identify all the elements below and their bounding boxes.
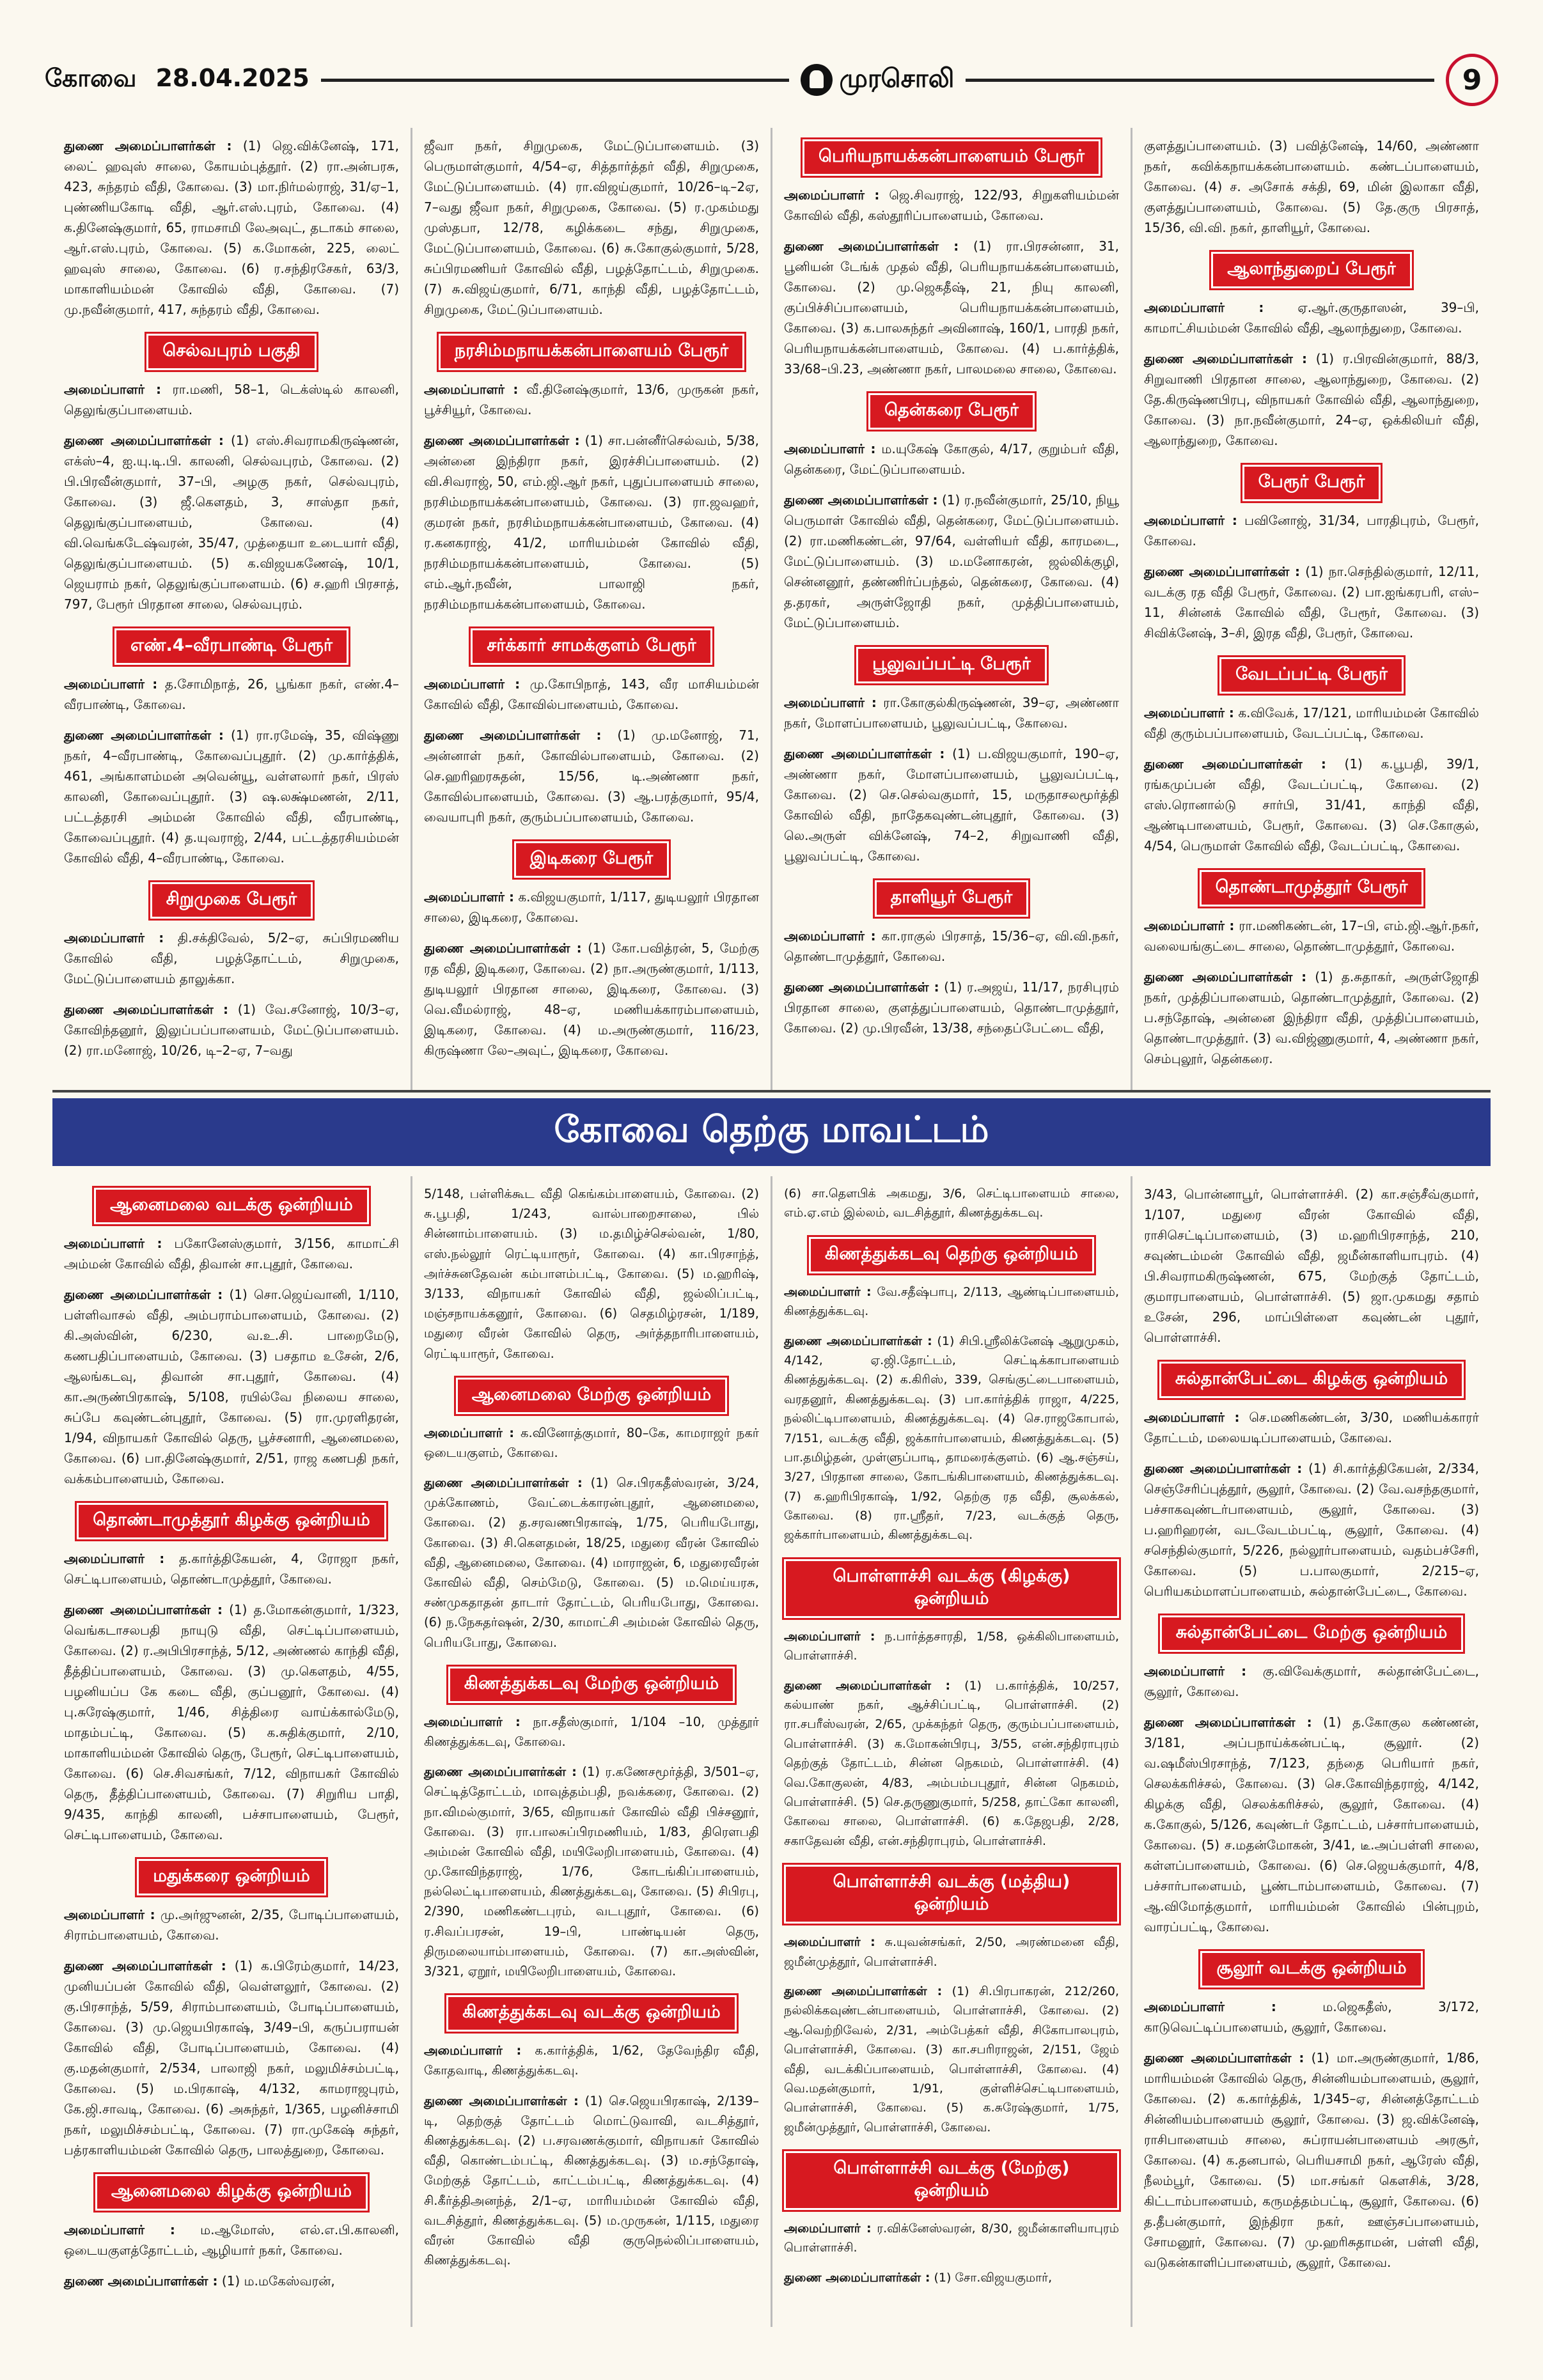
role-label: அமைப்பாளர் : xyxy=(424,382,519,397)
section-heading-label: பேரூர் பேரூர் xyxy=(1242,465,1381,501)
role-label: துணை அமைப்பாளர்கள் : xyxy=(784,1678,951,1693)
role-label: அமைப்பாளர் : xyxy=(784,1629,875,1644)
section-heading-label: சர்க்கார் சாமக்குளம் பேரூர் xyxy=(471,628,712,665)
role-label: அமைப்பாளர் : xyxy=(424,1425,515,1440)
section-heading xyxy=(1144,465,1479,501)
role-label: துணை அமைப்பாளர்கள் : xyxy=(784,492,938,508)
section-heading xyxy=(424,334,759,370)
appointment-entry xyxy=(424,1184,759,1364)
appointment-entry xyxy=(424,136,759,320)
entry-text: ரா.மணி, 58–1, டெக்ஸ்டில் காலனி, தெலுங்குப்பாளையம். xyxy=(64,382,400,417)
appointment-entry xyxy=(64,1904,399,1945)
entry-text: ஏ.ஆர்.குருதாஸன், 39–பி, காமாட்சியம்மன் கோவில் வீதி, ஆலாந்துறை, கோவை. xyxy=(1144,300,1480,336)
role-label: துணை அமைப்பாளர்கள் : xyxy=(1144,564,1301,579)
section-heading xyxy=(424,841,759,878)
section-heading-label: நரசிம்மநாயக்கன்பாளையம் பேரூர் xyxy=(439,334,744,370)
entry-text: (1) சி.கார்த்திகேயன், 2/334, செஞ்சேரிப்புத்தூர், சூலூர், கோவை. (2) வே.வசந்தகுமார், பச்சாகவுண்டர்பாளையம், சூலூர், கோவை. (3) ப.ஹரிஹரன், வடவேடம்பட்டி, சூலூர், கோவை. (4) சசெந்தில்குமார், 5/226, நல்லூர்பாளையம், வதம்பச்சேரி, கோவை. (5) ப.பாலகுமார், 2/215–ஏ, பெரியகம்மாளப்பாளையம், சுல்தான்பேட்டை, கோவை. xyxy=(1144,1461,1480,1599)
appointment-entry xyxy=(64,1548,399,1589)
entry-text: த.சோமிநாத், 26, பூங்கா நகர், எண்.4–வீரபாண்டி, கோவை. xyxy=(64,676,399,712)
section-heading-label: சுல்தான்பேட்டை மேற்கு ஒன்றியம் xyxy=(1160,1615,1464,1652)
appointment-entry xyxy=(784,185,1119,226)
entry-text: (1) சி.பிரபாகரன், 212/260, நல்லிக்கவுண்டன்பாளையம், பொள்ளாச்சி, கோவை. (2) ஆ.வெற்றிவேல், 2/31, அம்பேத்கர் வீதி, சிகோபாலபுரம், பொள்ளாச்சி, கோவை. (3) கா.சபரிராஜன், 2/151, ஜேம் வீதி, வடக்கிப்பாளையம், பொள்ளாச்சி, கோவை. (4) வெ.மதன்குமார், 1/91, குள்ளிச்செட்டிபாளையம், பொள்ளாச்சி, கோவை. (5) க.சுரேஷ்குமார், 1/75, ஜமீன்முத்தூர், பொள்ளாச்சி, கோவை. xyxy=(784,1984,1120,2135)
entry-text: க.விஜயகுமார், 1/117, துடியலூர் பிரதான சாலை, இடிகரை, கோவை. xyxy=(424,889,760,925)
role-label: அமைப்பாளர் : xyxy=(784,441,876,456)
appointment-entry xyxy=(64,2271,399,2291)
appointment-entry xyxy=(1144,1458,1479,1601)
role-label: அமைப்பாளர் : xyxy=(784,2221,872,2236)
appointment-entry xyxy=(64,1599,399,1845)
appointment-entry xyxy=(784,490,1119,633)
bottom-section xyxy=(52,1176,1491,2327)
page-header xyxy=(45,45,1498,115)
appointment-entry xyxy=(424,1712,759,1752)
appointment-entry xyxy=(1144,1712,1479,1937)
role-label: அமைப்பாளர் : xyxy=(424,2043,522,2058)
role-label: துணை அமைப்பாளர்கள் : xyxy=(424,1475,583,1491)
top-column xyxy=(772,128,1132,1090)
appointment-entry xyxy=(784,977,1119,1038)
appointment-entry xyxy=(784,1184,1119,1223)
entry-text: ம.யுகேஷ் கோகுல், 4/17, குறும்பர் வீதி, தென்கரை, மேட்டுப்பாளையம். xyxy=(784,441,1120,477)
entry-text: ந.பார்த்தசாரதி, 1/58, ஒக்கிலிபாளையம், பொள்ளாச்சி. xyxy=(784,1629,1120,1663)
entry-text: (1) க.பூபதி, 39/1, ரங்கமுப்பன் வீதி, வேடப்பட்டி, கோவை. (2) எஸ்.ரொனால்டு சார்பி, 31/41, காந்தி வீதி, ஆண்டிபாளையம், பேரூர், கோவை. (3) செ.கோகுல், 4/54, பெருமாள் கோவில் வீதி, வேடப்பட்டி, கோவை. xyxy=(1144,756,1479,853)
entry-text: (1) செ.ஜெயபிரகாஷ், 2/139–டி, தெற்குத் தோட்டம் மொட்டுவாவி, வடசித்தூர், கிணத்துக்கடவு. (2) ப.சரவணக்குமார், விநாயகர் கோவில் வீதி, கொண்டம்பட்டி, கிணத்துக்கடவு. (3) ம.சந்தோஷ், மேற்குத் தோட்டம், காட்டம்பட்டி, கிணத்துக்கடவு. (4) சி.கீர்த்திஅனந்த், 2/1–ஏ, மாரியம்மன் கோவில் வீதி, வடசித்தூர், கிணத்துக்கடவு. (5) ம.முருகன், 1/115, மதுரை வீரன் கோவில் வீதி குருநெல்லிப்பாளையம், கிணத்துக்கடவு. xyxy=(424,2093,759,2268)
appointment-entry xyxy=(424,1473,759,1653)
role-label: அமைப்பாளர் : xyxy=(1144,300,1264,315)
appointment-entry xyxy=(784,1332,1119,1545)
role-label: துணை அமைப்பாளர்கள் : xyxy=(784,979,939,995)
role-label: அமைப்பாளர் : xyxy=(1144,513,1237,528)
role-label: அமைப்பாளர் : xyxy=(64,382,161,397)
section-heading xyxy=(424,1378,759,1414)
section-heading-label: வேடப்பட்டி பேரூர் xyxy=(1219,657,1404,694)
section-heading xyxy=(784,139,1119,176)
bottom-column xyxy=(52,1176,412,2327)
section-heading xyxy=(1144,1362,1479,1398)
role-label: துணை அமைப்பாளர்கள் : xyxy=(424,940,582,956)
entry-text: வீ.தினேஷ்குமார், 13/6, முருகன் நகர், பூச்சியூர், கோவை. xyxy=(424,382,760,417)
entry-text: (1) ப.கார்த்திக், 10/257, கல்யாண் நகர், ஆச்சிப்பட்டி, பொள்ளாச்சி. (2) ரா.சபரீஸ்வரன், 2/65, முக்கந்தர் தெரு, குரும்பப்பாளையம், பொள்ளாச்சி. (3) க.மோகன்பிரபு, 3/55, என்.சந்திராபுரம் தெற்குத் தோட்டம், சின்ன நெகமம், பொள்ளாச்சி. (4) வெ.கோகுலன், 4/83, அம்பம்பபுதூர், சின்ன நெகமம், பொள்ளாச்சி. (5) செ.தருணுகுமார், 5/258, தாட்கோ காலனி, கோவை சாலை, பொள்ளாச்சி. (6) க.தேஜபதி, 2/28, சகாதேவன் வீதி, என்.சந்திராபுரம், பொள்ளாச்சி. xyxy=(784,1678,1119,1848)
section-heading xyxy=(1144,657,1479,694)
role-label: துணை அமைப்பாளர்கள் : xyxy=(1144,756,1326,772)
appointment-entry xyxy=(1144,348,1479,451)
entry-text: (1) எஸ்.சிவராமகிருஷ்ணன், எக்ஸ்–4, ஐ.யு.டி.பி. காலனி, செல்வபுரம், கோவை. (2) பி.பிரவீன்குமார், 37–பி, அழகு நகர், செல்வபுரம், கோவை. (3) ஜீ.கௌதம், 3, சாஸ்தா நகர், தெலுங்குப்பாளையம், கோவை. (4) வி.வெங்கடேஷ்வரன், 35/47, முத்தையா உடையார் வீதி, தெலுங்குப்பாளையம். (5) க.விஜயகணேஷ், 10/1, ஜெயராம் நகர், தெலுங்குப்பாளையம். (6) ச.ஹரி பிரசாத், 797, பேரூர் பிரதான சாலை, செல்வபுரம். xyxy=(64,433,399,612)
appointment-entry xyxy=(424,674,759,715)
entry-text: பகோனேஸ்குமார், 3/156, காமாட்சி அம்மன் கோவில் வீதி, திவான் சா.புதூர், கோவை. xyxy=(64,1236,400,1272)
dateline xyxy=(45,64,309,96)
bottom-column xyxy=(412,1176,772,2327)
sunrise-emblem-icon xyxy=(801,64,833,96)
role-label: துணை அமைப்பாளர்கள் : xyxy=(64,2273,218,2289)
role-label: அமைப்பாளர் : xyxy=(1144,1410,1240,1425)
entry-text: (1) க.பிரேம்குமார், 14/23, முனியப்பன் கோவில் வீதி, வெள்ளலூர், கோவை. (2) கு.பிரசாந்த், 5/59, சிராம்பாளையம், போடிப்பாளையம், கோவை. (3) மு.ஜெயபிரகாஷ், 3/49–பி, கருப்பராயன் கோவில் வீதி, போடிப்பாளையம், கோவை. (4) கு.மதன்குமார், 2/534, பாலாஜி நகர், மலுமிச்சம்பட்டி, கோவை. (5) ம.பிரகாஷ், 4/132, காமராஜபுரம், கே.ஜி.சாவடி, கோவை. (6) அசுந்தர், 1/365, பழனிச்சாமி நகர், மலுமிச்சம்பட்டி, கோவை. (7) ரா.முகேஷ் சுந்தர், பத்ரகாளியம்மன் கோவில் தெரு, பாலத்துறை, கோவை. xyxy=(64,1958,399,2158)
entry-text: மு.கோபிநாத், 143, வீர மாசியம்மன் கோவில் வீதி, கோவில்பாளையம், கோவை. xyxy=(424,676,759,712)
section-heading xyxy=(64,1503,399,1539)
role-label: அமைப்பாளர் : xyxy=(784,187,880,203)
appointment-entry xyxy=(424,1423,759,1463)
section-heading xyxy=(784,393,1119,430)
entry-text: ம.ஆமோஸ், எல்.எ.பி.காலனி, ஒடையகுளத்தோட்டம், ஆழியார் நகர், கோவை. xyxy=(64,2222,399,2258)
section-heading xyxy=(784,1559,1119,1618)
entry-text: க.விவேக், 17/121, மாரியம்மன் கோவில் வீதி குரும்பப்பாளையம், வேடப்பட்டி, கோவை. xyxy=(1144,705,1480,741)
section-heading-label: எண்.4–வீரபாண்டி பேரூர் xyxy=(114,628,349,665)
section-heading xyxy=(64,882,399,919)
role-label: அமைப்பாளர் : xyxy=(784,1284,872,1299)
section-heading-label: பொள்ளாச்சி வடக்கு (மத்திய) ஒன்றியம் xyxy=(784,1865,1119,1924)
appointment-entry xyxy=(784,236,1119,379)
role-label: துணை அமைப்பாளர்கள் : xyxy=(64,727,224,743)
entry-text: (1) ரா.ரமேஷ், 35, விஷ்ணு நகர், 4–வீரபாண்டி, கோவைப்புதூர். (2) மு.கார்த்திக், 461, அங்காளம்மன் அவென்யூ, வள்ளலார் நகர், பிரஸ் காலனி, கோவைப்புதூர். (3) ஷ.லக்ஷ்மணன், 2/11, பட்டத்தரசி அம்மன் கோவில் வீதி, வீரபாண்டி, கோவைப்புதூர். (4) த.யுவராஜ், 2/44, பட்டத்தரசியம்மன் கோவில் வீதி, 4–வீரபாண்டி, கோவை. xyxy=(64,727,400,866)
role-label: துணை அமைப்பாளர்கள் : xyxy=(1144,351,1308,366)
entry-text: ரா.கோகுல்கிருஷ்ணன், 39–ஏ, அண்ணா நகர், மோளப்பாளையம், பூலுவப்பட்டி, கோவை. xyxy=(784,695,1119,731)
district-banner: கோவை தெற்கு மாவட்டம் xyxy=(52,1098,1491,1166)
role-label: துணை அமைப்பாளர்கள் : xyxy=(64,1287,223,1302)
section-heading xyxy=(424,1995,759,2032)
section-heading-label: தாளியூர் பேரூர் xyxy=(875,880,1029,917)
entry-text: (1) சொ.ஜெய்வானி, 1/110, பள்ளிவாசல் வீதி, அம்பராம்பாளையம், கோவை. (2) கி.அஸ்வின், 6/230, வ.உ.சி. பாறைமேடு, கணபதிப்பாளையம், கோவை. (3) பசதாம உசேன், 2/6, ஆலங்கடவு, திவான் சா.புதூர், கோவை. (4) கா.அருண்பிரகாஷ், 5/108, ரயில்வே நிலைய சாலை, சுப்பே கவுண்டன்புதூர், கோவை. (5) ரா.முரளிதரன், 1/94, விநாயகர் கோவில் தெரு, பூச்சனாரி, ஆனைமலை, கோவை. (6) பா.தினேஷ்குமார், 2/51, ராஜ கணபதி நகர், வக்கம்பாளையம், கோவை. xyxy=(64,1287,399,1486)
section-heading-label: கிணத்துக்கடவு வடக்கு ஒன்றியம் xyxy=(446,1995,737,2032)
section-heading-label: சிறுமுகை பேரூர் xyxy=(150,882,313,919)
entry-text: ர.விக்னேஸ்வரன், 8/30, ஜமீன்காளியாபுரம் பொள்ளாச்சி. xyxy=(784,2221,1120,2255)
bottom-column xyxy=(772,1176,1132,2327)
appointment-entry xyxy=(1144,1184,1479,1348)
role-label: அமைப்பாளர் : xyxy=(64,930,164,945)
appointment-entry xyxy=(1144,1407,1479,1448)
entry-text: (1) கோ.பவித்ரன், 5, மேற்கு ரத வீதி, இடிகரை, கோவை. (2) நா.அருண்குமார், 1/113, துடியலூர் பிரதான சாலை, இடிகரை, கோவை. (3) வெ.வீமல்ராஜ், 48–ஏ, மணியக்காரம்பாளையம், இடிகரை, கோவை. (4) ம.அருண்குமார், 116/23, கிருஷ்ணா லே–அவுட், இடிகரை, கோவை. xyxy=(424,940,759,1058)
appointment-entry xyxy=(424,2091,759,2271)
entry-text: கு.விவேக்குமார், சுல்தான்பேட்டை, சூலூர், கோவை. xyxy=(1144,1663,1480,1699)
entry-text: (1) த.கோகுல கண்ணன், 3/181, அப்பநாய்க்கன்பட்டி, சூலூர். (2) வ.ஷமீஸ்பிரசாந்த், 7/123, தந்தை பெரியார் நகர், செலக்கரிச்சல், கோவை. (3) செ.கோவிந்தராஜ், 4/142, கிழக்கு வீதி, செலக்கரிச்சல், சூலூர், கோவை. (4) க.கோகுல், 5/126, கவுண்டர் தோட்டம், பச்சார்பாளையம், கோவை. (5) ச.மதன்மோகன், 3/41, டீ.அப்பள்ளி சாலை, கள்ளப்பாளையம், கோவை. (6) செ.ஜெயக்குமார், 4/8, பச்சார்பாளையம், பூண்டாம்பாளையம், கோவை. (7) ஆ.விமோத்குமார், மாரியம்மன் கோவில் பின்புறம், வாரப்பட்டி, கோவை. xyxy=(1144,1715,1479,1934)
bottom-column xyxy=(1132,1176,1491,2327)
appointment-entry xyxy=(1144,1996,1479,2037)
section-heading xyxy=(1144,252,1479,288)
role-label: துணை அமைப்பாளர்கள் : xyxy=(424,727,602,743)
role-label: அமைப்பாளர் : xyxy=(1144,705,1234,720)
section-heading-label: மதுக்கரை ஒன்றியம் xyxy=(137,1859,326,1895)
role-label: துணை அமைப்பாளர்கள் : xyxy=(784,238,959,254)
section-heading xyxy=(784,647,1119,683)
role-label: துணை அமைப்பாளர்கள் : xyxy=(1144,969,1307,984)
appointment-entry xyxy=(424,725,759,827)
section-heading xyxy=(1144,1951,1479,1987)
entry-text: (1) வே.சனோஜ், 10/3–ஏ, கோவிந்தனூர், இலுப்பப்பாளையம், மேட்டுப்பாளையம். (2) ரா.மனோஜ், 10/26, டி–2–ஏ, 7–வது xyxy=(64,1002,400,1058)
role-label: துணை அமைப்பாளர்கள் : xyxy=(64,1602,223,1617)
appointment-entry xyxy=(64,928,399,989)
appointment-entry xyxy=(1144,297,1479,338)
section-heading xyxy=(424,1667,759,1703)
section-heading-label: தொண்டாமுத்தூர் கிழக்கு ஒன்றியம் xyxy=(77,1503,386,1539)
entry-text: செ.மணிகண்டன், 3/30, மணியக்காரர் தோட்டம், மலையடிப்பாளையம், கோவை. xyxy=(1144,1410,1479,1445)
section-heading-label: தென்கரை பேரூர் xyxy=(868,393,1035,430)
entry-text: (1) ஜெ.விக்னேஷ், 171, லைட் ஹவுஸ் சாலை, கோயம்புத்தூர். (2) ரா.அன்பரசு, 423, சுந்தரம் வீதி, கோவை. (3) மா.நிர்மல்ராஜ், 31/ஏ–1, புண்ணியகோடி வீதி, ஆர்.எஸ்.புரம், கோவை. (4) க.தினேஷ்குமார், 65, ராமசாமி லேஅவுட், தடாகம் சாலை, ஆர்.எஸ்.புரம், கோவை. (5) க.மோகன், 225, லைட் ஹவுஸ் சாலை, கோவை. (6) ர.சந்திரசேகர், 63/3, மாகாளியம்மன் கோவில் வீதி, கோவை. (7) மு.நவீன்குமார், 417, சுந்தரம் வீதி, கோவை. xyxy=(64,138,400,317)
appointment-entry xyxy=(424,430,759,614)
entry-text: குளத்துப்பாளையம். (3) பவித்னேஷ், 14/60, அண்ணா நகர், கவிக்கநாயக்கன்பாளையம். கண்டப்பாளையம், கோவை. (4) ச. அசோக் சக்தி, 69, மின் இலாகா வீதி, குளத்துப்பாளையம், கோவை. (5) தே.குரு பிரசாத், 15/36, வி.வி. நகர், தாளியூர், கோவை. xyxy=(1144,138,1479,235)
entry-text: (1) ர.அஜய், 11/17, நரசிபுரம் பிரதான சாலை, குளத்துப்பாளையம், தொண்டாமுத்தூர், கோவை. (2) மு.பிரவீன், 13/38, சந்தைப்பேட்டை வீதி, xyxy=(784,979,1119,1036)
role-label: அமைப்பாளர் : xyxy=(64,2222,175,2237)
appointment-entry xyxy=(424,379,759,420)
appointment-entry xyxy=(64,1233,399,1274)
top-column xyxy=(52,128,412,1090)
entry-text: த.கார்த்திகேயன், 4, ரோஜா நகர், செட்டிபாளையம், தொண்டாமுத்தூர், கோவை. xyxy=(64,1551,399,1587)
role-label: துணை அமைப்பாளர்கள் : xyxy=(784,746,945,761)
role-label: அமைப்பாளர் : xyxy=(64,1236,162,1251)
appointment-entry xyxy=(64,430,399,614)
role-label: துணை அமைப்பாளர்கள் : xyxy=(64,138,232,153)
top-column xyxy=(412,128,772,1090)
appointment-entry xyxy=(64,379,399,420)
appointment-entry xyxy=(1144,967,1479,1069)
section-heading-label: ஆலாந்துறைப் பேரூர் xyxy=(1211,252,1412,288)
entry-text: ம.ஜெகதீஸ், 3/172, காடுவெட்டிப்பாளையம், சூலூர், கோவை. xyxy=(1144,1999,1479,2035)
appointment-entry xyxy=(64,136,399,320)
entry-text: (1) ரா.பிரசன்னா, 31, பூனியன் டேங்க் முதல் வீதி, பெரியநாயக்கன்பாளையம், கோவை. (2) மு.ஜெகதீஷ், 21, நியு காலனி, குப்பிச்சிப்பாளையம், பெரியநாயக்கன்பாளையம், கோவை. (3) க.பாலசுந்தர் அவினாஷ், 160/1, பாரதி நகர், பெரியநாயக்கன்பாளையம், கோவை. (4) ப.கார்த்திக், 33/68–பி.23, அண்ணா நகர், பாலமலை சாலை, கோவை. xyxy=(784,238,1119,377)
section-heading-label: சுல்தான்பேட்டை கிழக்கு ஒன்றியம் xyxy=(1159,1362,1464,1398)
role-label: அமைப்பாளர் : xyxy=(784,928,876,944)
role-label: அமைப்பாளர் : xyxy=(424,889,514,905)
entry-text: (1) ர.பிரவின்குமார், 88/3, சிறுவாணி பிரதான சாலை, ஆலாந்துறை, கோவை. (2) தே.கிருஷ்ணபிரபு, விநாயகர் கோவில் வீதி, ஆலாந்துறை, கோவை. (3) நா.நவீன்குமார், 24–ஏ, ஒக்கிலியர் வீதி, ஆலாந்துறை, கோவை. xyxy=(1144,351,1480,448)
appointment-entry xyxy=(784,2219,1119,2258)
appointment-entry xyxy=(784,692,1119,733)
role-label: துணை அமைப்பாளர்கள் : xyxy=(64,1958,226,1973)
role-label: அமைப்பாளர் : xyxy=(424,1714,521,1729)
entry-text: (1) மு.மனோஜ், 71, அன்னாள் நகர், கோவில்பாளையம், கோவை. (2) செ.ஹரிஹரசுதன், 15/56, டி.அண்ணா நகர், கோவில்பாளையம், கோவை. (3) ஆ.பரத்குமார், 95/4, வையாபுரி நகர், குரும்பப்பாளையம், கோவை. xyxy=(424,727,760,825)
entry-text: (1) சோ.விஜயகுமார், xyxy=(934,2270,1053,2285)
role-label: அமைப்பாளர் : xyxy=(1144,918,1235,933)
role-label: அமைப்பாளர் : xyxy=(64,1551,165,1566)
role-label: துணை அமைப்பாளர்கள் : xyxy=(1144,2050,1304,2065)
role-label: துணை அமைப்பாளர்கள் : xyxy=(64,1002,229,1017)
entry-text: (1) சிபி.ஸ்ரீலிக்னேஷ் ஆறுமுகம், 4/142, ஏ.ஜி.தோட்டம், செட்டிக்காபாளையம் கிணத்துக்கடவு. (2) க.கிரிஸ், 339, செங்குட்டைபாளையம், வரதனூர், கிணத்துக்கடவு. (3) பா.கார்த்திக் ராஜா, 4/225, நல்லிட்டிபாளையம், கிணத்துக்கடவு. (4) செ.ராஜகோபால், 7/151, வடக்கு வீதி, ஜக்கார்பாளையம், கிணத்துக்கடவு. (5) பா.தமிழ்தன், முள்ளுப்பாடி, தாமரைக்குளம். (6) ஆ.சஞ்சய், 3/27, பிரதான சாலை, கோடங்கிபாளையம், கிணத்துக்கடவு. (7) க.ஹரிபிரகாஷ், 1/92, தெற்கு ரத வீதி, சூலக்கல், கோவை. (8) ரா.ஸ்ரீதர், 7/23, வடக்குத் தெரு, ஜக்கார்பாளையம், கிணத்துக்கடவு. xyxy=(784,1334,1119,1543)
appointment-entry xyxy=(1144,136,1479,238)
appointment-entry xyxy=(64,2220,399,2260)
appointment-entry xyxy=(784,926,1119,967)
section-heading xyxy=(784,880,1119,917)
entry-text: (1) ம.மகேஸ்வரன், xyxy=(221,2273,335,2289)
section-heading-label: இடிகரை பேரூர் xyxy=(514,841,670,878)
entry-text: கா.ராகுல் பிரசாத், 15/36–ஏ, வி.வி.நகர், தொண்டாமுத்தூர், கோவை. xyxy=(784,928,1119,964)
role-label: அமைப்பாளர் : xyxy=(1144,1999,1276,2014)
appointment-entry xyxy=(784,1933,1119,1972)
appointment-entry xyxy=(424,2041,759,2080)
entry-text: தி.சக்திவேல், 5/2–ஏ, சுப்பிரமணிய கோவில் வீதி, பழத்தோட்டம், சிறுமுகை, மேட்டுப்பாளையம் தாலுக்கா. xyxy=(64,930,400,986)
section-heading-label: பூலுவப்பட்டி பேரூர் xyxy=(856,647,1047,683)
appointment-entry xyxy=(1144,754,1479,856)
paper-name: முரசொலி xyxy=(839,63,955,93)
entry-text: க.வினோத்குமார், 80–கே, காமராஜர் நகர் ஒடையகுளம், கோவை. xyxy=(424,1425,759,1460)
entry-text: க.கார்த்திக், 1/62, தேவேந்திர வீதி, கோதவாடி, கிணத்துக்கடவு. xyxy=(424,2043,760,2078)
appointment-entry xyxy=(784,1627,1119,1666)
section-heading-label: பொள்ளாச்சி வடக்கு (கிழக்கு) ஒன்றியம் xyxy=(784,1559,1119,1618)
appointment-entry xyxy=(64,999,399,1061)
entry-text: (1) ப.விஜயகுமார், 190–ஏ, அண்ணா நகர், மோளப்பாளையம், பூலுவப்பட்டி, கோவை. (2) செ.செல்வகுமார், 15, மருதாசலமூர்த்தி கோவில் வீதி, நாதேகவுண்டன்புதூர், கோவை. (3) லெ.அருள் விக்னேஷ், 74–2, சிறுவாணி வீதி, பூலுவப்பட்டி, கோவை. xyxy=(784,746,1119,864)
appointment-entry xyxy=(1144,510,1479,551)
section-heading xyxy=(424,628,759,665)
entry-text: ஜெ.சிவராஜ், 122/93, சிறுகளியம்மன் கோவில் வீதி, கஸ்தூரிப்பாளையம், கோவை. xyxy=(784,187,1120,223)
appointment-entry xyxy=(424,938,759,1061)
city-name: கோவை xyxy=(45,64,137,92)
appointment-entry xyxy=(1144,561,1479,643)
section-heading xyxy=(64,1859,399,1895)
role-label: அமைப்பாளர் : xyxy=(64,1907,155,1922)
role-label: துணை அமைப்பாளர்கள் : xyxy=(424,2093,579,2108)
appointment-entry xyxy=(784,1282,1119,1321)
role-label: துணை அமைப்பாளர்கள் : xyxy=(784,1984,943,1998)
header-rule-right xyxy=(966,79,1434,82)
entry-text: (1) நா.செந்தில்குமார், 12/11, வடக்கு ரத வீதி பேரூர், கோவை. (2) பா.ஐங்கரபரி, எஸ்–11, சின்னக் கோவில் வீதி, பேரூர், கோவை. (3) சிவிக்னேஷ், 3–சி, இரத வீதி, பேரூர், கோவை. xyxy=(1144,564,1479,641)
section-heading-label: ஆனைமலை கிழக்கு ஒன்றியம் xyxy=(95,2174,368,2211)
section-heading-label: சூலூர் வடக்கு ஒன்றியம் xyxy=(1200,1951,1422,1987)
entry-text: வே.சதீஷ்பாபு, 2/113, ஆண்டிப்பாளையம், கிணத்துக்கடவு. xyxy=(784,1284,1119,1319)
appointment-entry xyxy=(1144,703,1479,743)
section-heading xyxy=(64,2174,399,2211)
appointment-entry xyxy=(64,1956,399,2160)
section-heading xyxy=(1144,870,1479,906)
section-heading xyxy=(64,628,399,665)
entry-text: ரா.மணிகண்டன், 17–பி, எம்.ஜி.ஆர்.நகர், வலையங்குட்டை சாலை, தொண்டாமுத்தூர், கோவை. xyxy=(1144,918,1480,954)
appointment-entry xyxy=(1144,2048,1479,2273)
section-heading-label: பொள்ளாச்சி வடக்கு (மேற்கு) ஒன்றியம் xyxy=(784,2151,1119,2210)
section-heading xyxy=(784,2151,1119,2210)
appointment-entry xyxy=(424,887,759,928)
role-label: துணை அமைப்பாளர்கள் : xyxy=(64,433,224,448)
page-number: 9 xyxy=(1446,54,1498,106)
entry-text: 5/148, பள்ளிக்கூட வீதி கெங்கம்பாளையம், கோவை. (2) சு.பூபதி, 1/243, வால்பாறைசாலை, பில் சின்னாம்பாளையம். (3) ம.தமிழ்ச்செல்வன், 1/80, எஸ்.நல்லூர் ரெட்டியாரூர், கோவை. (4) கா.பிரசாந்த், அர்ச்சுனதேவன் கம்பாளம்பட்டி, கோவை. (5) ம.ஹரிஷ், 3/133, விநாயகர் கோவில் வீதி, ஜல்லிப்பட்டி, மஞ்சநாயக்கனூர், கோவை. (6) செதமிழ்ரசன், 1/189, மதுரை வீரன் கோவில் தெரு, அர்த்தநாரிபாளையம், ரெட்டியாரூர், கோவை. xyxy=(424,1186,759,1361)
entry-text: பவினோஜ், 31/34, பாரதிபுரம், பேரூர், கோவை. xyxy=(1144,513,1480,548)
appointment-entry xyxy=(424,1762,759,1981)
role-label: துணை அமைப்பாளர்கள் : xyxy=(784,1334,932,1348)
entry-text: நா.சதீஸ்குமார், 1/104 –10, முத்தூர் கிணத்துக்கடவு, கோவை. xyxy=(424,1714,759,1749)
appointment-entry xyxy=(64,674,399,715)
role-label: துணை அமைப்பாளர்கள் : xyxy=(424,1764,577,1780)
entry-text: (1) த.மோகன்குமார், 1/323, வெங்கடாசலபதி நாயுடு வீதி, செட்டிப்பாளையம், கோவை. (2) ர.அபிபிரசாந்த், 5/12, அண்ணல் காந்தி வீதி, தீத்திப்பாளையம், கோவை. (3) மு.கெளதம், 4/55, பழனியப்ப கே கடை வீதி, குப்பனூர், கோவை. (4) பு.சுரேஷ்குமார், 1/46, சித்திரை வாய்க்கால்மேடு, மாதம்பட்டி, கோவை. (5) க.சுதிக்குமார், 2/10, மாகாளியம்மன் கோவில் தெரு, பேரூர், செட்டிபாளையம், கோவை. (6) செ.சிவசங்கர், 7/12, விநாயகர் கோவில் தெரு, தீத்திப்பாளையம், கோவை. (7) சிறுரிய பாதி, 9/435, காந்தி காலனி, பச்சாபாளையம், பேரூர், செட்டிபாளையம், கோவை. xyxy=(64,1602,399,1842)
section-heading-label: பெரியநாயக்கன்பாளையம் பேரூர் xyxy=(803,139,1100,176)
appointment-entry xyxy=(784,439,1119,479)
role-label: அமைப்பாளர் : xyxy=(424,676,521,692)
appointment-entry xyxy=(784,1982,1119,2137)
role-label: அமைப்பாளர் : xyxy=(784,1935,875,1950)
role-label: துணை அமைப்பாளர்கள் : xyxy=(1144,1715,1312,1730)
entry-text: (1) ர.கணேசமூர்த்தி, 3/501–ஏ, செட்டித்தோட்டம், மாவுத்தம்பதி, நவக்கரை, கோவை. (2) நா.விமல்குமார், 3/65, விநாயகர் கோவில் வீதி பிச்சனூர், கோவை. (3) ரா.பாலசுப்பிரமணியம், 1/83, திரௌபதி அம்மன் கோவில் வீதி, மயிலேறிபாளையம், கோவை. (4) மு.கோவிந்தராஜ், 1/76, கோடங்கிப்பாளையம், நல்லெட்டிபாளையம், கிணத்துக்கடவு, கோவை. (5) சிபிரபு, 2/390, மணிகண்டபுரம், வடபுதூர், கோவை. (6) ர.சிவப்பரசன், 19–பி, பாண்டியன் தெரு, திருமலையாம்பாளையம், கோவை. (7) கா.அஸ்வின், 3/321, ஏறூர், மயிலேறிபாளையம், கோவை. xyxy=(424,1764,760,1979)
appointment-entry xyxy=(784,743,1119,866)
entry-text: மு.அர்ஜுனன், 2/35, போடிப்பாளையம், சிராம்பாளையம், கோவை. xyxy=(64,1907,400,1943)
role-label: துணை அமைப்பாளர்கள் : xyxy=(1144,1461,1303,1476)
entry-text: (1) த.சுதாகர், அருள்ஜோதி நகர், முத்திப்பாளையம், தொண்டாமுத்தூர், கோவை. (2) ப.சந்தோஷ், அன்னை இந்திரா வீதி, முத்திப்பாளையம், தொண்டாமுத்தூர். (3) வ.விஜ்ணுகுமார், 4, அண்ணா நகர், செம்புலூர், தென்கரை. xyxy=(1144,969,1480,1066)
issue-date: 28.04.2025 xyxy=(155,64,309,92)
section-heading-label: ஆனைமலை வடக்கு ஒன்றியம் xyxy=(94,1188,369,1224)
section-heading xyxy=(784,1865,1119,1924)
role-label: துணை அமைப்பாளர்கள் : xyxy=(784,2270,930,2285)
role-label: அமைப்பாளர் : xyxy=(64,676,158,692)
section-heading xyxy=(1144,1615,1479,1652)
entry-text: (1) சா.பன்னீர்செல்வம், 5/38, அன்னை இந்திரா நகர், இரச்சிப்பாளையம். (2) வி.சிவராஜ், 50, எம்.ஜி.ஆர் நகர், புதுப்பாளையம் சாலை, நரசிம்மநாயக்கன்பாளையம், கோவை. (3) ரா.ஜவஹர், குமரன் நகர், நரசிம்மநாயக்கன்பாளையம், கோவை. (4) ர.கனகராஜ், 41/2, மாரியம்மன் கோவில் வீதி, நரசிம்மநாயக்கன்பாளையம், கோவை. (5) எம்.ஆர்.நவீன், பாலாஜி நகர், நரசிம்மநாயக்கன்பாளையம், கோவை. xyxy=(424,433,759,612)
entry-text: சு.யுவன்சங்கர், 2/50, அரண்மனை வீதி, ஜமீன்முத்தூர், பொள்ளாச்சி. xyxy=(784,1935,1119,1969)
role-label: துணை அமைப்பாளர்கள் : xyxy=(424,433,580,448)
section-heading xyxy=(64,1188,399,1224)
top-column xyxy=(1132,128,1491,1090)
role-label: அமைப்பாளர் : xyxy=(1144,1663,1247,1679)
section-heading-label: கிணத்துக்கடவு தெற்கு ஒன்றியம் xyxy=(809,1237,1094,1273)
section-heading-label: ஆனைமலை மேற்கு ஒன்றியம் xyxy=(456,1378,727,1414)
entry-text: (6) சா.தௌபிக் அகமது, 3/6, செட்டிபாளையம் சாலை, எம்.ஏ.எம் இல்லம், வடசித்தூர், கிணத்துக்கடவு. xyxy=(784,1186,1119,1220)
header-rule-left xyxy=(321,79,790,82)
appointment-entry xyxy=(1144,1661,1479,1702)
appointment-entry xyxy=(64,1284,399,1489)
section-heading-label: தொண்டாமுத்தூர் பேரூர் xyxy=(1200,870,1424,906)
masthead-logo xyxy=(801,64,954,97)
role-label: அமைப்பாளர் : xyxy=(784,695,877,710)
entry-text: (1) ர.நவீன்குமார், 25/10, நியூ பெருமாள் கோவில் வீதி, தென்கரை, மேட்டுப்பாளையம். (2) ரா.மணிகண்டன், 97/64, வள்ளியர் வீதி, காரமடை, மேட்டுப்பாளையம். (3) ம.மனோகரன், ஜல்லிக்குழி, சென்னனூர், தண்ணிர்ப்பந்தல், தென்கரை, கோவை. (4) த.தரகர், அருள்ஜோதி நகர், முத்திப்பாளையம், மேட்டுப்பாளையம். xyxy=(784,492,1119,630)
appointment-entry xyxy=(784,2268,1119,2287)
appointment-entry xyxy=(64,725,399,868)
entry-text: ஜீவா நகர், சிறுமுகை, மேட்டுப்பாளையம். (3) பெருமாள்குமார், 4/54–ஏ, சித்தார்த்தர் வீதி, சிறுமுகை, மேட்டுப்பாளையம். (4) ரா.விஜய்குமார், 10/26–டி–2ஏ, 7–வது ஜீவா நகர், சிறுமுகை, கோவை. (5) ர.முகம்மது முஸ்தபா, 12/78, கழிக்கடை சந்து, சிறுமுகை, மேட்டுப்பாளையம், கோவை. (6) சு.கோகுல்குமார், 5/28, சுப்பிரமணியர் கோவில் வீதி, பழத்தோட்டம், சிறுமுகை. (7) சு.விஜய்குமார், 6/71, காந்தி வீதி, பழத்தோட்டம், சிறுமுகை, மேட்டுப்பாளையம். xyxy=(424,138,759,317)
top-section xyxy=(52,128,1491,1093)
entry-text: (1) செ.பிரகதீஸ்வரன், 3/24, முக்கோணம், வேட்டைக்காரன்புதூர், ஆனைமலை, கோவை. (2) த.சரவணபிரகாஷ், 1/75, பெரியபோது, கோவை. (3) சி.கௌதமன், 18/25, மதுரை வீரன் கோவில் வீதி, ஆனைமலை, கோவை. (4) மாராஜன், 6, மதுரைவீரன் கோவில் வீதி, செம்மேடு, கோவை. (5) ம.மெய்யரசு, சண்முகதாதன் தாடார் தோட்டம், பெரியபோது, கோவை. (6) ந.நேசுதர்ஷன், 2/30, காமாட்சி அம்மன் கோவில் தெரு, பெரியபோது, கோவை. xyxy=(424,1475,759,1650)
appointment-entry xyxy=(784,1676,1119,1851)
section-heading-label: செல்வபுரம் பகுதி xyxy=(146,334,316,370)
section-heading xyxy=(64,334,399,370)
section-heading-label: கிணத்துக்கடவு மேற்கு ஒன்றியம் xyxy=(448,1667,735,1703)
section-heading xyxy=(784,1237,1119,1273)
entry-text: 3/43, பொன்னாபூர், பொள்ளாச்சி. (2) கா.சஞ்சீவ்குமார், 1/107, மதுரை வீரன் கோவில் வீதி, ராசிசெட்டிப்பாளையம், (3) ம.ஹரிபிரசாந்த், 210, சவுண்டம்மன் கோவில் வீதி, ஜமீன்காளியாபுரம். (4) பி.சிவராமகிருஷ்ணன், 675, மேற்குத் தோட்டம், குமாரபாளையம், பொள்ளாச்சி. (5) ஜா.முகமது சதாம் உசேன், 296, மாப்பிள்ளை கவுண்டன் புதூர், பொள்ளாச்சி. xyxy=(1144,1186,1479,1345)
entry-text: (1) மா.அருண்குமார், 1/86, மாரியம்மன் கோவில் தெரு, சின்னியம்பாளையம், சூலூர், கோவை. (2) க.கார்த்திக், 1/345–ஏ, சின்னத்தோட்டம் சின்னியம்பாளையம் சூலூர், கோவை. (3) ஜ.விக்னேஷ், ராசிபாளையம் சாலை, சுப்ராயன்பாளையம் அரசூர், கோவை. (4) க.தனபால், பெரியசாமி நகர், ஆரேஸ் வீதி, நீலம்பூர், கோவை. (5) மா.சங்கர் கௌசிக், 3/28, கிட்டாம்பாளையம், கருமத்தம்பட்டி, சூலூர், கோவை. (6) த.தீபன்குமார், இந்திரா நகர், ஊஞ்சப்பாளையம், சோமனூர், கோவை. (7) மு.ஹரிசுதாமன், பள்ளி வீதி, வடுகன்காளிப்பாளையம், சூலூர், கோவை. xyxy=(1144,2050,1479,2270)
appointment-entry xyxy=(1144,915,1479,956)
